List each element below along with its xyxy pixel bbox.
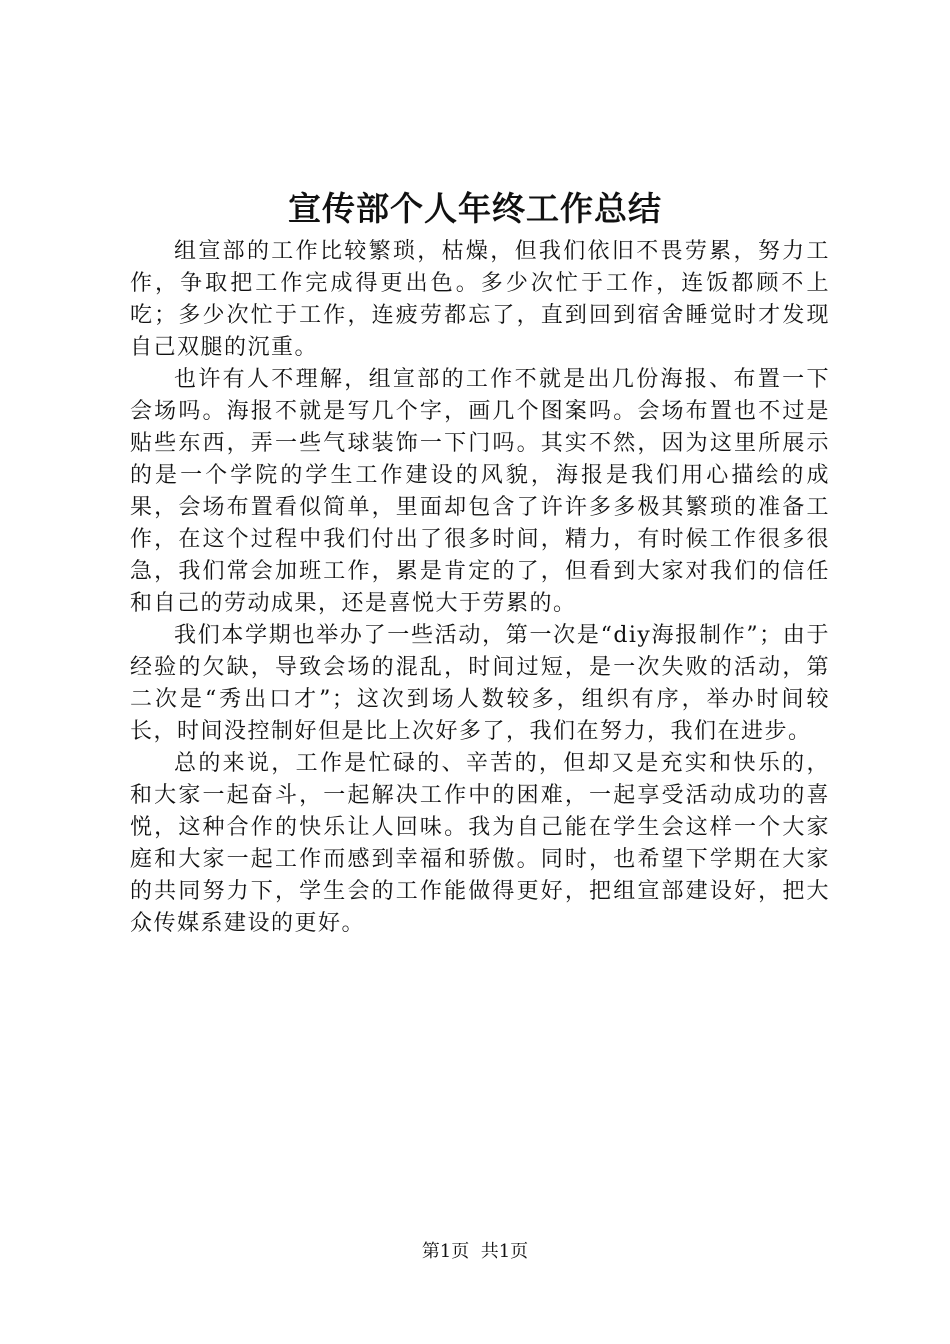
paragraph-1: 组宣部的工作比较繁琐，枯燥，但我们依旧不畏劳累，努力工作，争取把工作完成得更出色。多少次忙于工作，连饭都顾不上吃；多少次忙于工作，连疲劳都忘了，直到回到宿舍睡觉时才发现自己双腿的沉重。 [130, 239, 830, 360]
paragraph-4: 总的来说，工作是忙碌的、辛苦的，但却又是充实和快乐的，和大家一起奋斗，一起解决工作中的困难，一起享受活动成功的喜悦，这种合作的快乐让人回味。我为自己能在学生会这样一个大家庭和大家一起工作而感到幸福和骄傲。同时，也希望下学期在大家的共同努力下，学生会的工作能做得更好，把组宣部建设好，把大众传媒系建设的更好。 [130, 751, 830, 936]
footer-gap [469, 1241, 480, 1262]
document-body [130, 236, 830, 940]
page-total: 共1页 [480, 1241, 529, 1262]
paragraph-3: 我们本学期也举办了一些活动，第一次是“diy海报制作”；由于经验的欠缺，导致会场的混乱，时间过短，是一次失败的活动，第二次是“秀出口才”；这次到场人数较多，组织有序，举办时间较长，时间没控制好但是比上次好多了，我们在努力，我们在进步。 [130, 623, 830, 744]
document-title: 宣传部个人年终工作总结 [288, 189, 662, 228]
paragraph-2: 也许有人不理解，组宣部的工作不就是出几份海报、布置一下会场吗。海报不就是写几个字，画几个图案吗。会场布置也不过是贴些东西，弄一些气球装饰一下门吗。其实不然，因为这里所展示的是一个学院的学生工作建设的风貌，海报是我们用心描绘的成果，会场布置看似简单，里面却包含了许许多多极其繁琐的准备工作，在这个过程中我们付出了很多时间，精力，有时候工作很多很急，我们常会加班工作，累是肯定的了，但看到大家对我们的信任和自己的劳动成果，还是喜悦大于劳累的。 [130, 367, 830, 616]
page-number: 第1页 [421, 1241, 470, 1262]
page-footer [0, 1240, 950, 1264]
